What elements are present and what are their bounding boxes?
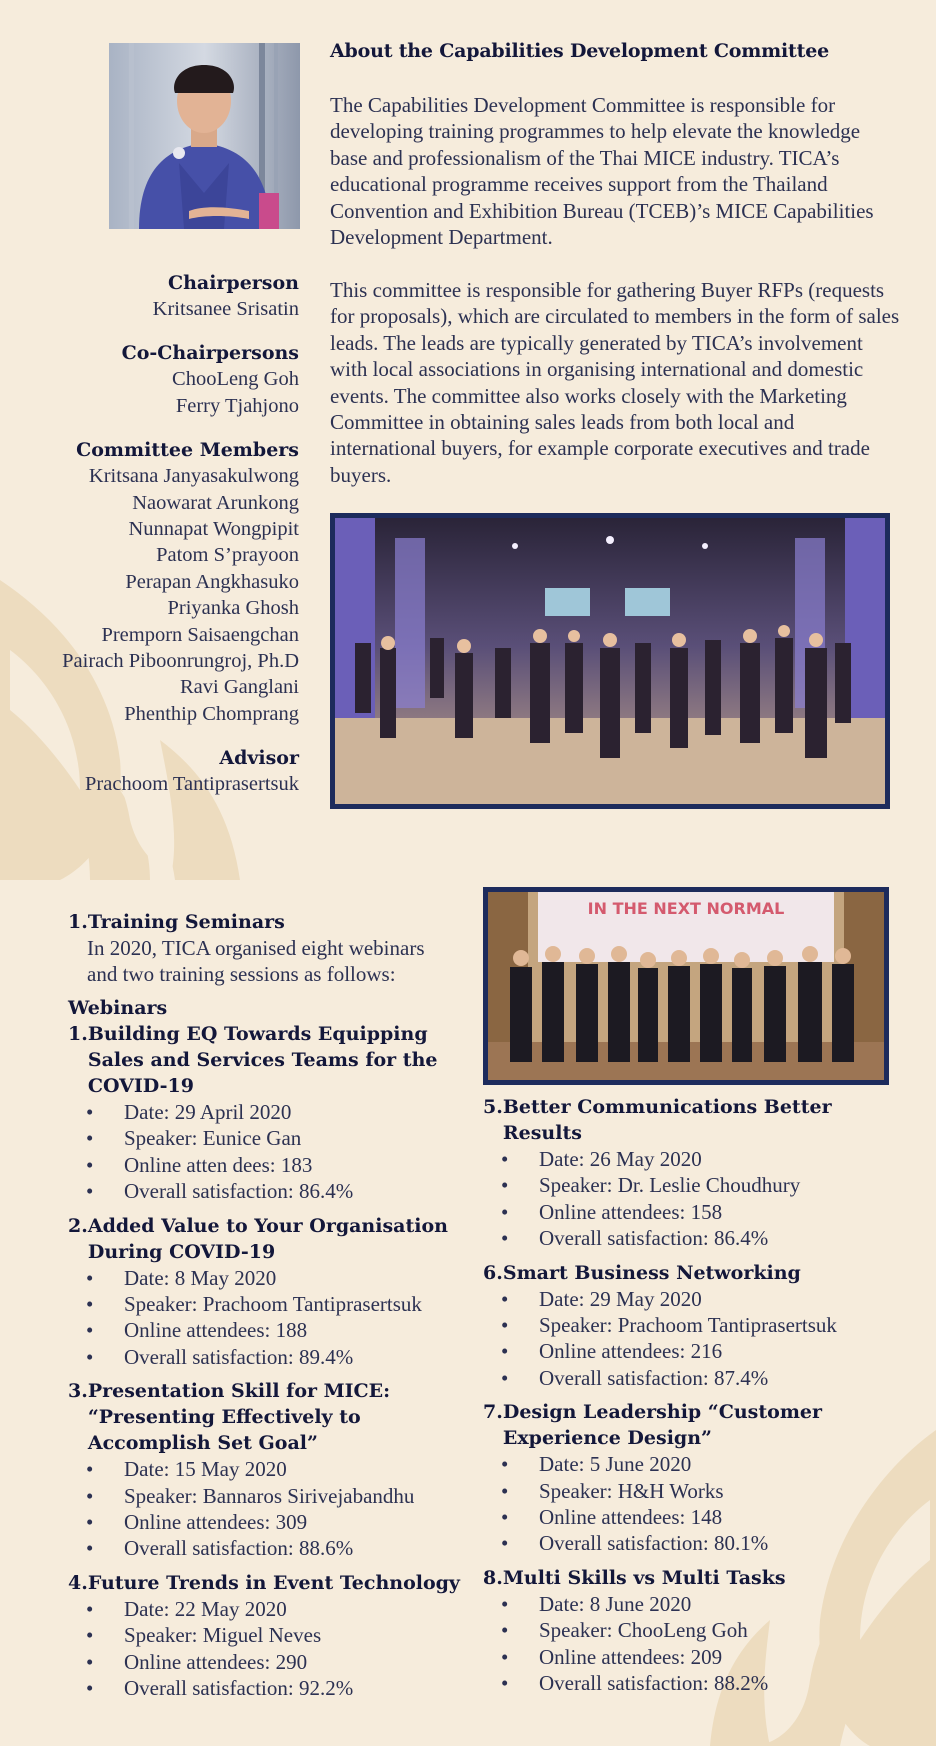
about-title: About the Capabilities Development Committee [330, 40, 829, 62]
webinar-item [483, 1094, 903, 1252]
bullet-icon: • [501, 1671, 509, 1696]
webinar-title: 8. Multi Skills vs Multi Tasks [483, 1566, 786, 1589]
bullet-icon: • [86, 1483, 94, 1508]
webinar-satisfaction: • Overall satisfaction: 89.4% [86, 1344, 354, 1369]
bullet-icon: • [86, 1318, 94, 1343]
webinar-date: • Date: 8 June 2020 [501, 1591, 692, 1616]
webinar-attendees: • Online attendees: 309 [86, 1510, 308, 1535]
bullet-icon: • [501, 1505, 509, 1530]
chairperson-portrait [109, 43, 300, 229]
bullet-icon: • [501, 1339, 509, 1364]
bullet-icon: • [86, 1596, 94, 1621]
webinar-date: • Date: 29 April 2020 [86, 1100, 292, 1124]
committee-roster [0, 270, 299, 798]
bullet-icon: • [501, 1313, 509, 1338]
webinar-title: 7. Design Leadership “Customer Experience Design” [483, 1401, 823, 1450]
advisor-name: Prachoom Tantiprasertsuk [85, 773, 299, 796]
webinar-title: 2. Added Value to Your Organisation During COVID-19 [68, 1214, 448, 1263]
chairperson-name: Kritsanee Srisatin [152, 298, 299, 320]
webinar-speaker: • Speaker: ChooLeng Goh [501, 1618, 748, 1643]
bullet-icon: • [501, 1591, 509, 1616]
webinar-item [68, 1021, 478, 1205]
webinar-attendees: • Online attendees: 290 [86, 1649, 308, 1674]
bullet-icon: • [86, 1649, 94, 1674]
webinar-item [68, 1213, 478, 1371]
bullet-icon: • [86, 1265, 94, 1290]
webinar-satisfaction: • Overall satisfaction: 88.6% [86, 1536, 354, 1561]
bullet-icon: • [86, 1676, 94, 1701]
webinar-speaker: • Speaker: Prachoom Tantiprasertsuk [501, 1313, 837, 1338]
webinar-attendees: • Online attendees: 148 [501, 1505, 723, 1530]
about-paragraph-2: This committee is responsible for gathering Buyer RFPs (requests for proposals), which are circulated to members in the form of sales leads. The leads are typically generated by TICA’s involvement with local associations in organising international and domestic events. The committee also works closely with the Marketing Committee in obtaining sales leads from both local and international buyers, for example corporate executives and trade buyers. [330, 278, 900, 487]
group-photo-next-normal [483, 887, 889, 1085]
bullet-icon: • [86, 1510, 94, 1535]
member-name: Perapan Angkhasuko [125, 570, 299, 593]
bullet-icon: • [86, 1457, 94, 1482]
webinar-attendees: • Online attendees: 188 [86, 1318, 308, 1343]
webinars-label: Webinars [68, 997, 168, 1019]
webinar-satisfaction: • Overall satisfaction: 80.1% [501, 1531, 769, 1556]
bullet-icon: • [86, 1100, 94, 1124]
webinar-satisfaction: • Overall satisfaction: 86.4% [501, 1226, 769, 1251]
webinar-speaker: • Speaker: Prachoom Tantiprasertsuk [86, 1292, 422, 1317]
webinar-date: • Date: 8 May 2020 [86, 1265, 277, 1290]
webinar-date: • Date: 26 May 2020 [501, 1147, 702, 1171]
member-name: Premporn Saisaengchan [101, 623, 299, 646]
webinar-title: 6. Smart Business Networking [483, 1261, 801, 1284]
training-intro: In 2020, TICA organised eight webinars and two training sessions as follows: [87, 936, 425, 986]
webinar-speaker: • Speaker: Miguel Neves [86, 1623, 322, 1648]
bullet-icon: • [86, 1536, 94, 1561]
webinar-satisfaction: • Overall satisfaction: 88.2% [501, 1671, 769, 1696]
webinar-speaker: • Speaker: Eunice Gan [86, 1126, 302, 1151]
member-name: Priyanka Ghosh [167, 597, 299, 620]
banner-text: IN THE NEXT NORMAL [587, 899, 785, 918]
webinar-speaker: • Speaker: Dr. Leslie Choudhury [501, 1173, 801, 1198]
webinar-item [68, 1378, 478, 1562]
bullet-icon: • [501, 1478, 509, 1503]
webinar-satisfaction: • Overall satisfaction: 87.4% [501, 1365, 769, 1390]
bullet-icon: • [86, 1152, 94, 1177]
about-paragraph-1: The Capabilities Development Committee is responsible for developing training programmes to help elevate the knowledge base and professionalism of the Thai MICE industry. TICA’s educational programme receives support from the Thailand Convention and Exhibition Bureau (TCEB)’s MICE Capabilities Development Department. [330, 93, 874, 250]
webinar-item [483, 1260, 903, 1392]
bullet-icon: • [501, 1147, 509, 1171]
webinar-attendees: • Online attendees: 209 [501, 1644, 723, 1669]
webinar-satisfaction: • Overall satisfaction: 86.4% [86, 1179, 354, 1204]
member-name: Naowarat Arunkong [132, 491, 299, 514]
cochair-label: Co-Chairpersons [121, 342, 299, 365]
training-heading: 1.Training Seminars [68, 911, 285, 933]
webinar-item [68, 1570, 478, 1702]
webinars-right-column [483, 1094, 903, 1705]
member-name: Ravi Ganglani [180, 676, 299, 699]
members-label: Committee Members [76, 439, 299, 462]
webinar-speaker: • Speaker: Bannaros Sirivejabandhu [86, 1483, 415, 1508]
webinar-date: • Date: 29 May 2020 [501, 1286, 702, 1311]
bullet-icon: • [86, 1179, 94, 1204]
webinar-item [483, 1399, 903, 1557]
webinar-title: 3. Presentation Skill for MICE: “Presenting Effectively to Accomplish Set Goal” [68, 1380, 391, 1455]
cochair-name: Ferry Tjahjono [175, 394, 299, 417]
member-name: Phenthip Chomprang [124, 702, 299, 725]
bullet-icon: • [501, 1531, 509, 1556]
chairperson-label: Chairperson [167, 272, 299, 294]
cochair-name: ChooLeng Goh [172, 368, 299, 391]
webinar-date: • Date: 15 May 2020 [86, 1457, 287, 1482]
bullet-icon: • [501, 1452, 509, 1477]
webinar-speaker: • Speaker: H&H Works [501, 1478, 724, 1503]
advisor-label: Advisor [219, 747, 299, 770]
bullet-icon: • [501, 1286, 509, 1311]
member-name: Pairach Piboonrungroj, Ph.D [62, 650, 299, 673]
webinar-attendees: • Online atten dees: 183 [86, 1152, 313, 1177]
member-name: Kritsana Janyasakulwong [88, 465, 299, 488]
webinar-attendees: • Online attendees: 158 [501, 1199, 723, 1224]
webinar-date: • Date: 22 May 2020 [86, 1596, 287, 1621]
webinar-attendees: • Online attendees: 216 [501, 1339, 723, 1364]
bullet-icon: • [501, 1644, 509, 1669]
member-name: Patom S’prayoon [156, 544, 299, 567]
webinars-left-column [68, 909, 478, 1710]
webinar-satisfaction: • Overall satisfaction: 92.2% [86, 1676, 354, 1701]
webinar-title: 4. Future Trends in Event Technology [68, 1571, 460, 1594]
member-name: Nunnapat Wongpipit [128, 518, 299, 541]
bullet-icon: • [501, 1618, 509, 1643]
bullet-icon: • [501, 1173, 509, 1198]
webinar-title: 1. Building EQ Towards Equipping Sales and Services Teams for the COVID-19 [68, 1023, 438, 1097]
webinar-title: 5. Better Communications Better Results [483, 1096, 832, 1144]
bullet-icon: • [501, 1365, 509, 1390]
group-photo-hall [330, 513, 890, 809]
bullet-icon: • [501, 1199, 509, 1224]
bullet-icon: • [86, 1126, 94, 1151]
webinar-item [483, 1565, 903, 1697]
webinar-date: • Date: 5 June 2020 [501, 1452, 692, 1477]
bullet-icon: • [86, 1292, 94, 1317]
bullet-icon: • [86, 1344, 94, 1369]
bullet-icon: • [86, 1623, 94, 1648]
bullet-icon: • [501, 1226, 509, 1251]
